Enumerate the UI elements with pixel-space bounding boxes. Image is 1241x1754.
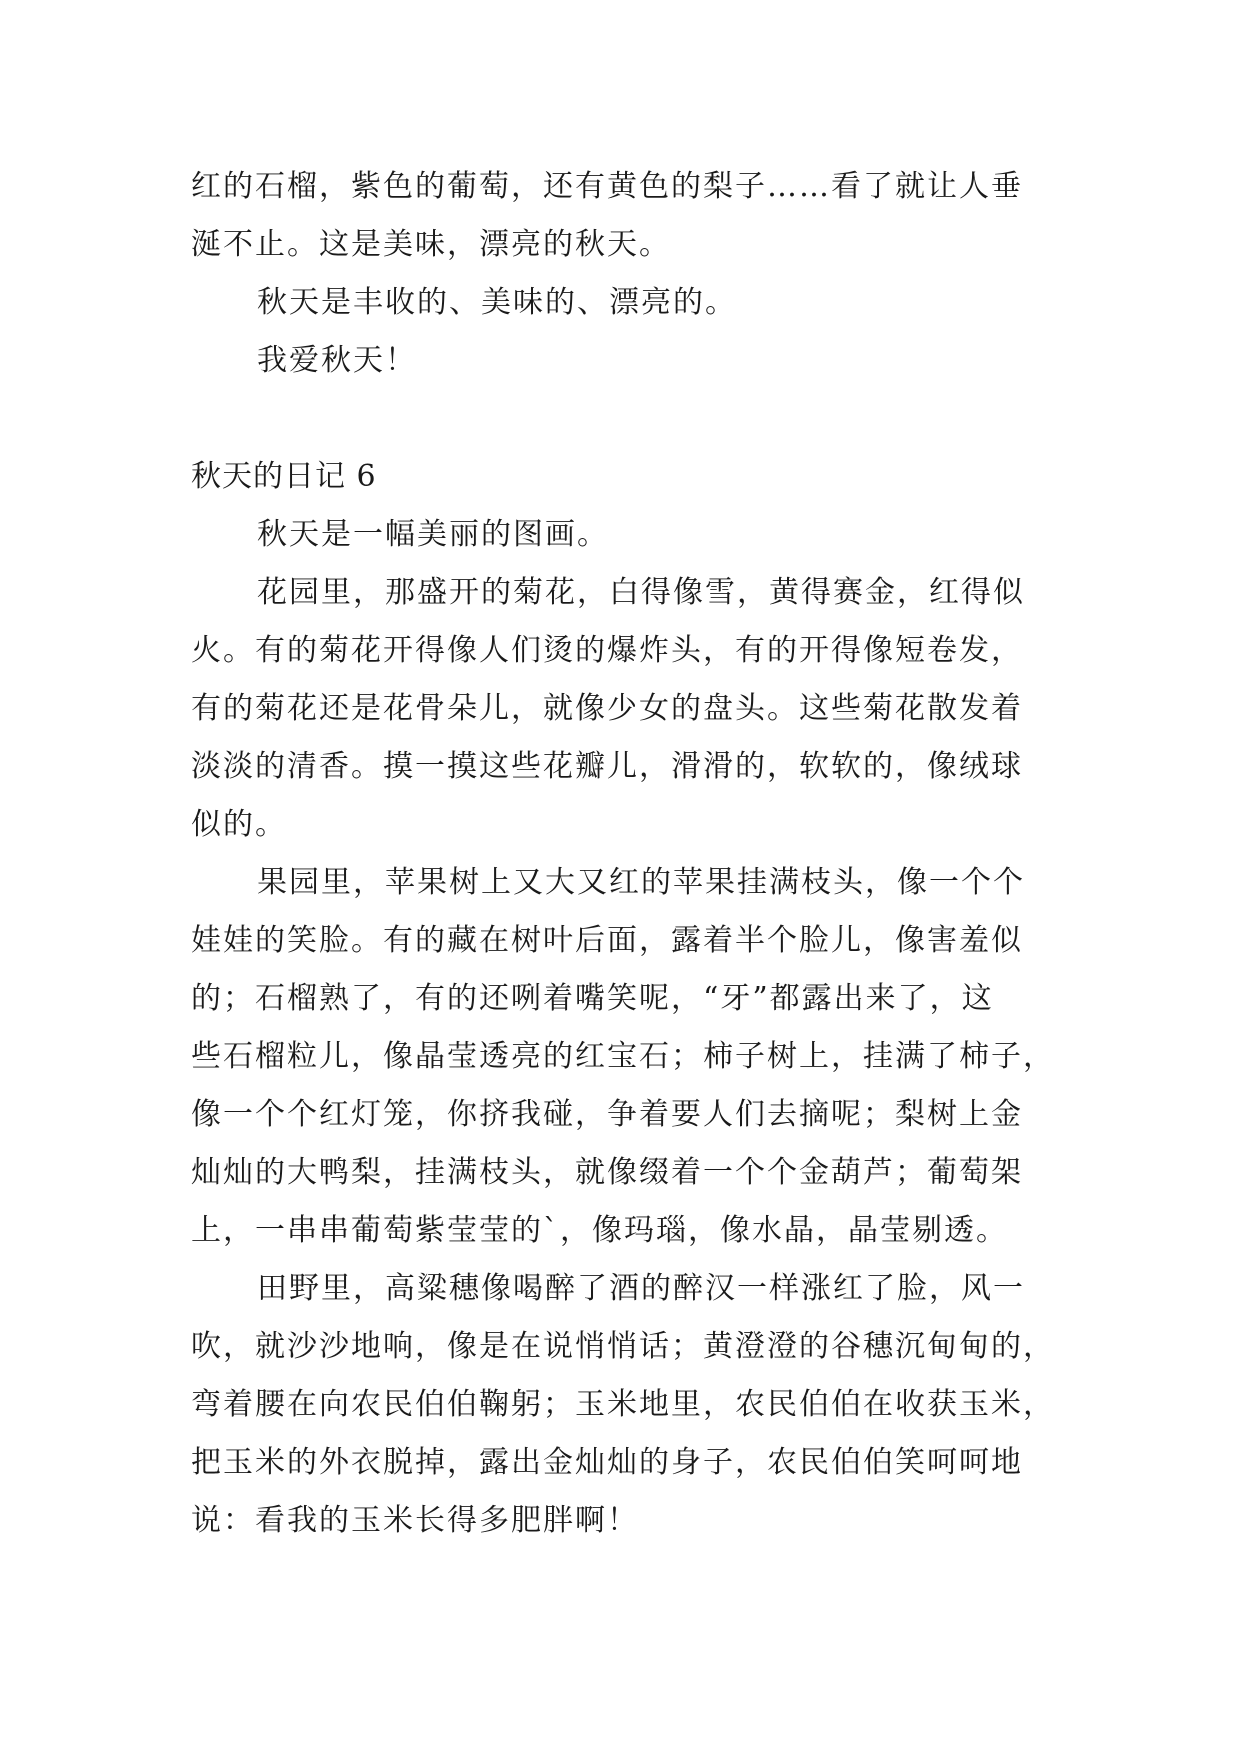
- text-line: 把玉米的外衣脱掉，露出金灿灿的身子，农民伯伯笑呵呵地: [191, 1445, 1023, 1480]
- text-line: 红的石榴，紫色的葡萄，还有黄色的梨子……看了就让人垂: [191, 169, 1023, 204]
- text-line: 有的菊花还是花骨朵儿，就像少女的盘头。这些菊花散发着: [191, 691, 1023, 726]
- text-line: 似的。: [191, 807, 287, 842]
- text-line: 灿灿的大鸭梨，挂满枝头，就像缀着一个个金葫芦；葡萄架: [191, 1155, 1023, 1190]
- document-body: [191, 158, 1071, 1550]
- text-line: 些石榴粒儿，像晶莹透亮的红宝石；柿子树上，挂满了柿子，: [191, 1039, 1055, 1074]
- text-line: 田野里，高粱穗像喝醉了酒的醉汉一样涨红了脸，风一: [257, 1271, 1025, 1306]
- text-line: 说：看我的玉米长得多肥胖啊！: [191, 1503, 639, 1538]
- text-line: 的；石榴熟了，有的还咧着嘴笑呢，“牙”都露出来了，这: [191, 981, 994, 1016]
- paragraph: 我爱秋天！: [257, 343, 417, 378]
- section-title: 秋天的日记 6: [191, 459, 377, 494]
- paragraph: 秋天是丰收的、美味的、漂亮的。: [257, 285, 737, 320]
- text-line: 吹，就沙沙地响，像是在说悄悄话；黄澄澄的谷穗沉甸甸的，: [191, 1329, 1055, 1364]
- text-line: 弯着腰在向农民伯伯鞠躬；玉米地里，农民伯伯在收获玉米，: [191, 1387, 1055, 1422]
- text-line: 娃娃的笑脸。有的藏在树叶后面，露着半个脸儿，像害羞似: [191, 923, 1023, 958]
- text-line: 上，一串串葡萄紫莹莹的`，像玛瑙，像水晶，晶莹剔透。: [191, 1213, 1008, 1248]
- text-line: 果园里，苹果树上又大又红的苹果挂满枝头，像一个个: [257, 865, 1025, 900]
- text-line: 像一个个红灯笼，你挤我碰，争着要人们去摘呢；梨树上金: [191, 1097, 1023, 1132]
- text-line: 淡淡的清香。摸一摸这些花瓣儿，滑滑的，软软的，像绒球: [191, 749, 1023, 784]
- paragraph-spacer: [191, 390, 1071, 448]
- paragraph: 秋天是一幅美丽的图画。: [257, 517, 609, 552]
- text-line: 花园里，那盛开的菊花，白得像雪，黄得赛金，红得似: [257, 575, 1025, 610]
- text-line: 火。有的菊花开得像人们烫的爆炸头，有的开得像短卷发，: [191, 633, 1023, 668]
- text-line: 涎不止。这是美味，漂亮的秋天。: [191, 227, 671, 262]
